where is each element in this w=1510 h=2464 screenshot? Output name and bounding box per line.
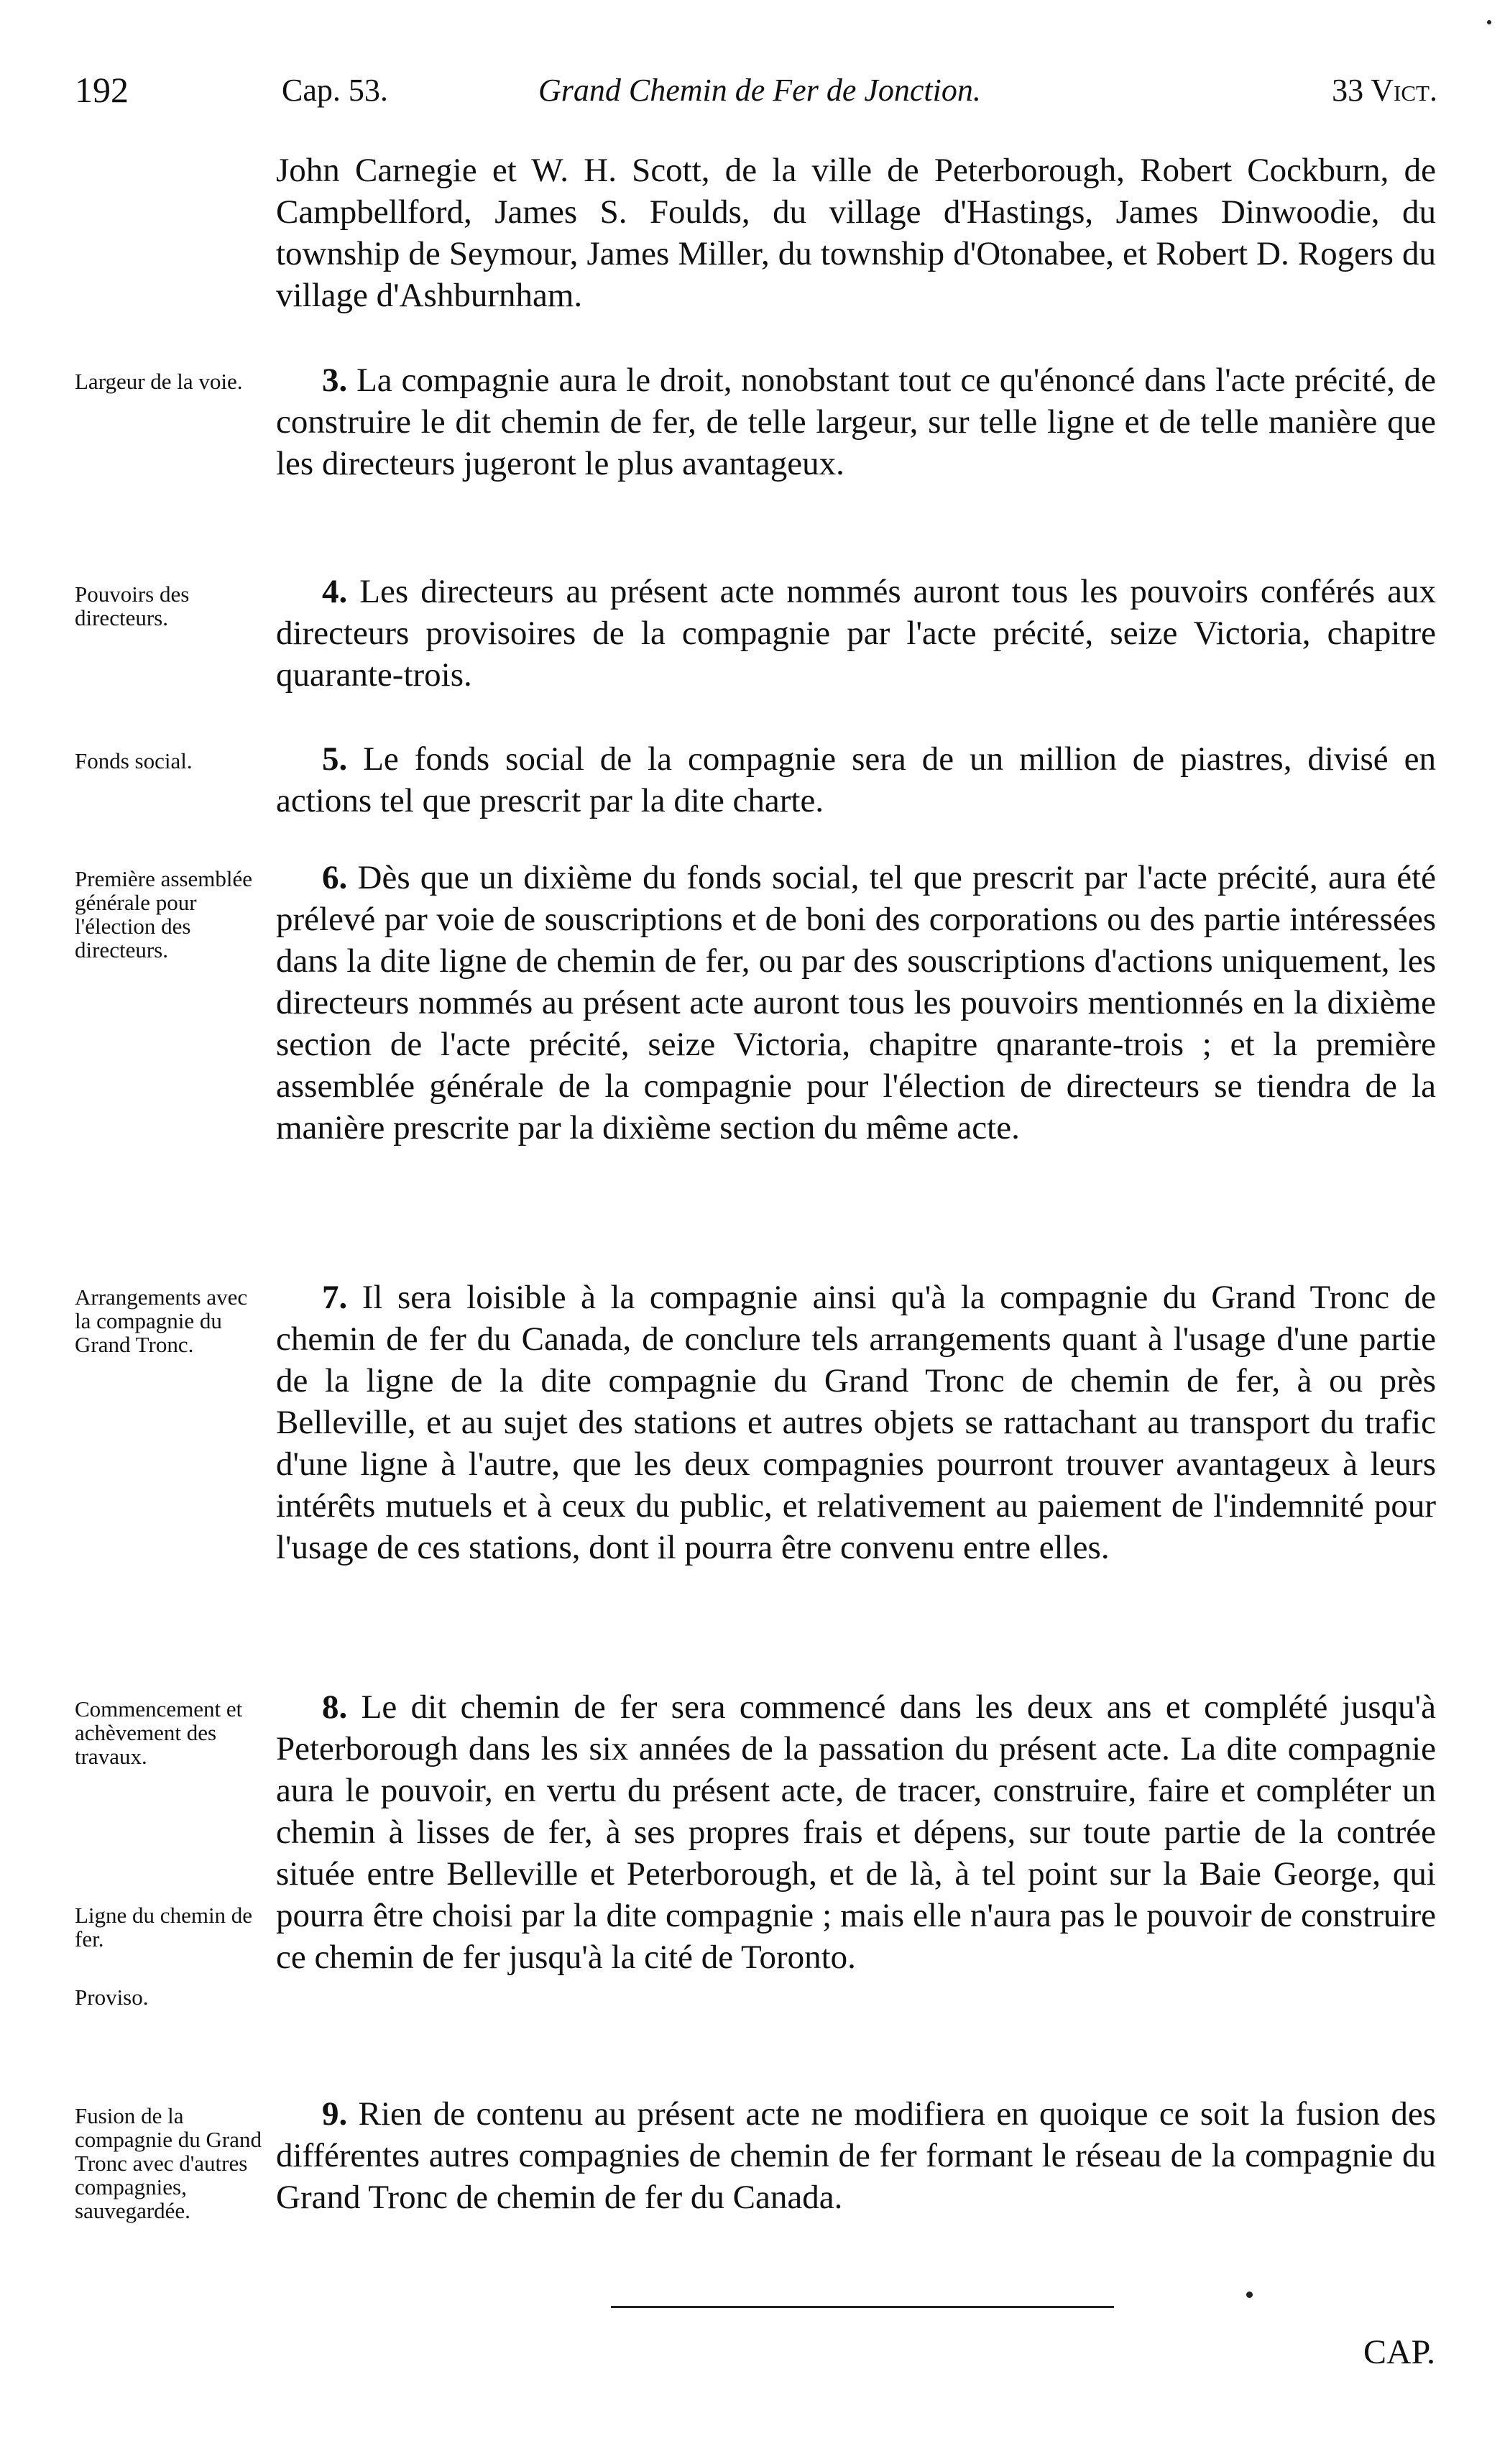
section-text: Il sera loisible à la compagnie ainsi qu'à la compagnie du Grand Tronc de chemin de fer du Canada, de conclure tels arrangements quant à l'usage d'une partie de la ligne de la dite compagnie du Grand Tronc de chemin de fer, à ou près Belleville, et au sujet des stations et autres objets se rattachant au transport du trafic d'une ligne à l'autre, que les deux compagnies pourront trouver avantageux à leurs intérêts mutuels et à ceux du public, et relativement au paiement de l'indemnité pour l'usage de ces stations, dont il pourra être convenu entre elles. <box>276 1279 1436 1566</box>
section-text: Le dit chemin de fer sera commencé dans les deux ans et complété jusqu'à Peterborough dans les six années de la passation du présent acte. La dite compagnie aura le pouvoir, en vertu du présent acte, de tracer, construire, faire et compléter un chemin à lisses de fer, à ses propres frais et dépens, sur toute partie de la contrée située entre Belleville et Peterborough, et de là, à tel point sur la Baie George, qui pourra être choisi par la dite compagnie ; mais elle n'aura pas le pouvoir de construire ce chemin de fer jusqu'à la cité de Toronto. <box>276 1688 1437 1976</box>
section-number: 6. <box>322 859 348 896</box>
margin-note-ligne: Ligne du chemin de fer. <box>75 1903 253 1952</box>
section-4 <box>276 571 1436 696</box>
section-5 <box>276 738 1436 822</box>
section-9 <box>276 2093 1436 2218</box>
stray-mark <box>1246 2291 1253 2298</box>
margin-note-pouvoirs: Pouvoirs des directeurs. <box>75 581 190 630</box>
section-7 <box>276 1277 1436 1568</box>
margin-note-proviso: Proviso. <box>75 1985 149 2010</box>
section-text: Rien de contenu au présent acte ne modifiera en quoique ce soit la fusion des différentes autres compagnies de chemin de fer formant le réseau de la compagnie du Grand Tronc de chemin de fer du Canada. <box>276 2095 1437 2216</box>
margin-note-fusion: Fusion de la compagnie du Grand Tronc avec d'autres compagnies, sauvegardée. <box>75 2103 262 2223</box>
section-number: 5. <box>322 740 348 778</box>
section-6 <box>276 857 1436 1149</box>
regnal-year: 33 Vict. <box>1332 73 1437 108</box>
chapter-label: Cap. 53. <box>282 73 388 108</box>
section-8 <box>276 1686 1436 1978</box>
catchword: CAP. <box>1363 2333 1435 2371</box>
section-text: La compagnie aura le droit, nonobstant tout ce qu'énoncé dans l'acte précité, de construire le dit chemin de fer, de telle largeur, sur telle ligne et de telle manière que les directeurs jugeront le plus avantageux. <box>276 362 1437 482</box>
margin-note-premiere-assemblee: Première assemblée générale pour l'élection des directeurs. <box>75 866 253 962</box>
section-number: 8. <box>322 1688 348 1726</box>
section-text: Dès que un dixième du fonds social, tel que prescrit par l'acte précité, aura été prélevé par voie de souscriptions et de boni des corporations ou des partie intéressées dans la dite ligne de chemin de fer, ou par des souscriptions d'actions uniquement, les directeurs nommés au présent acte auront tous les pouvoirs mentionnés en la dixième section de l'acte précité, seize Victoria, chapitre qnarante-trois ; et la première assemblée générale de la compagnie pour l'élection de directeurs se tiendra de la manière prescrite par la dixième section du même acte. <box>276 859 1437 1146</box>
section-3 <box>276 359 1436 484</box>
stray-mark <box>1487 20 1491 24</box>
closing-rule <box>611 2306 1114 2308</box>
section-number: 3. <box>322 362 348 399</box>
running-title: Grand Chemin de Fer de Jonction. <box>538 73 981 108</box>
opening-paragraph: John Carnegie et W. H. Scott, de la ville de Peterborough, Robert Cockburn, de Campbellford, James S. Foulds, du village d'Hastings, James Dinwoodie, du township de Seymour, James Miller, du township d'Otonabee, et Robert D. Rogers du village d'Ashburnham. <box>276 152 1436 314</box>
margin-note-arrangements: Arrangements avec la compagnie du Grand Tronc. <box>75 1284 248 1357</box>
section-number: 7. <box>322 1279 348 1316</box>
section-number: 9. <box>322 2095 348 2133</box>
section-text: Le fonds social de la compagnie sera de un million de piastres, divisé en actions tel que prescrit par la dite charte. <box>276 740 1436 819</box>
section-text: Les directeurs au présent acte nommés auront tous les pouvoirs conférés aux directeurs provisoires de la compagnie par l'acte précité, seize Victoria, chapitre quarante-trois. <box>276 573 1437 694</box>
section-number: 4. <box>322 573 348 610</box>
margin-note-fonds-social: Fonds social. <box>75 748 193 773</box>
page-number: 192 <box>75 70 129 110</box>
running-header <box>75 72 1437 122</box>
margin-note-commencement: Commencement et achèvement des travaux. <box>75 1696 243 1769</box>
margin-note-largeur: Largeur de la voie. <box>75 369 243 394</box>
